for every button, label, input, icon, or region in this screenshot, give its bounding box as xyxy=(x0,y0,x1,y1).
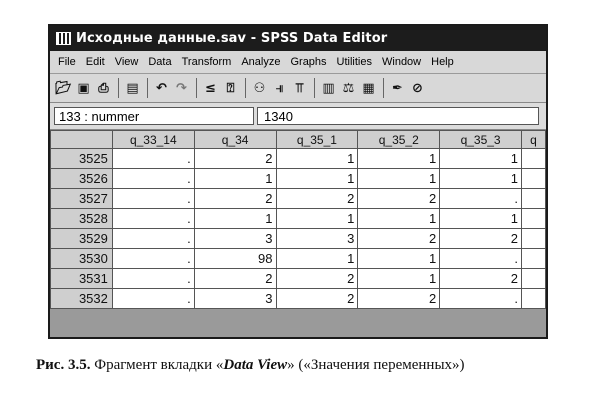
toolbar xyxy=(50,74,546,103)
data-cell[interactable]: 1 xyxy=(194,209,276,229)
row-header[interactable]: 3526 xyxy=(51,169,113,189)
data-cell[interactable]: 1 xyxy=(358,149,440,169)
title-bar xyxy=(50,26,546,51)
data-cell[interactable] xyxy=(522,249,546,269)
menu-analyze[interactable]: Analyze xyxy=(241,56,281,68)
toolbar-separator xyxy=(147,78,148,98)
spss-data-editor-window xyxy=(48,24,548,339)
data-cell[interactable]: 2 xyxy=(440,269,522,289)
open-icon[interactable]: 📂︎ xyxy=(55,80,72,96)
use-sets-icon[interactable]: ⊘ xyxy=(412,80,423,96)
undo-icon[interactable]: ↶ xyxy=(156,80,167,96)
menu-transform[interactable]: Transform xyxy=(181,56,232,68)
data-grid xyxy=(50,130,546,309)
row-header[interactable]: 3528 xyxy=(51,209,113,229)
caption-text-after: » («Значения переменных») xyxy=(287,357,465,373)
data-cell[interactable]: 2 xyxy=(276,289,358,309)
data-cell[interactable]: . xyxy=(440,289,522,309)
data-cell[interactable] xyxy=(522,289,546,309)
data-cell[interactable]: . xyxy=(112,249,194,269)
data-cell[interactable]: 1 xyxy=(194,169,276,189)
data-cell[interactable]: 2 xyxy=(358,229,440,249)
data-cell[interactable]: 2 xyxy=(358,189,440,209)
data-cell[interactable]: . xyxy=(112,269,194,289)
toolbar-separator xyxy=(383,78,384,98)
menu-view[interactable]: View xyxy=(114,56,139,68)
insert-case-icon[interactable]: ⫣ xyxy=(275,80,284,96)
data-cell[interactable]: 1 xyxy=(276,149,358,169)
data-cell[interactable]: 2 xyxy=(194,269,276,289)
data-cell[interactable]: 1 xyxy=(440,209,522,229)
insert-variable-icon[interactable]: ⫪ xyxy=(295,80,304,96)
menu-window[interactable]: Window xyxy=(382,56,422,68)
data-cell[interactable]: 3 xyxy=(194,289,276,309)
caption-text-before: Фрагмент вкладки « xyxy=(90,357,224,373)
menu-edit[interactable]: Edit xyxy=(85,56,105,68)
column-header[interactable]: q_33_14 xyxy=(112,131,194,149)
data-cell[interactable] xyxy=(522,209,546,229)
data-cell[interactable]: 1 xyxy=(276,209,358,229)
figure-label: Рис. 3.5. xyxy=(36,357,91,373)
data-cell[interactable]: 1 xyxy=(358,209,440,229)
data-cell[interactable]: . xyxy=(440,249,522,269)
data-cell[interactable] xyxy=(522,149,546,169)
row-header[interactable]: 3527 xyxy=(51,189,113,209)
data-cell[interactable] xyxy=(522,189,546,209)
table-row xyxy=(51,149,546,169)
column-header[interactable]: q_35_3 xyxy=(440,131,522,149)
select-cases-icon[interactable]: ▦ xyxy=(362,80,375,96)
cell-value-input[interactable]: 1340 xyxy=(257,107,539,125)
find-icon[interactable]: ⚇ xyxy=(253,80,266,96)
toolbar-separator xyxy=(314,78,315,98)
data-cell[interactable]: . xyxy=(112,209,194,229)
data-cell[interactable]: 2 xyxy=(358,289,440,309)
data-cell[interactable]: 1 xyxy=(358,169,440,189)
toolbar-separator xyxy=(196,78,197,98)
data-cell[interactable]: 2 xyxy=(440,229,522,249)
caption-italic: Data View xyxy=(223,357,288,373)
print-icon[interactable]: ⎙ xyxy=(98,80,109,96)
window-title: Исходные данные.sav - SPSS Data Editor xyxy=(76,31,388,46)
table-row xyxy=(51,209,546,229)
data-cell[interactable]: . xyxy=(112,169,194,189)
row-header[interactable]: 3529 xyxy=(51,229,113,249)
column-header[interactable]: q_35_2 xyxy=(358,131,440,149)
data-cell[interactable]: 2 xyxy=(276,189,358,209)
toolbar-separator xyxy=(245,78,246,98)
data-cell[interactable]: 2 xyxy=(276,269,358,289)
table-row xyxy=(51,169,546,189)
table-row xyxy=(51,269,546,289)
data-cell[interactable]: 98 xyxy=(194,249,276,269)
save-icon[interactable]: ▣ xyxy=(77,80,90,96)
data-cell[interactable]: . xyxy=(112,149,194,169)
data-cell[interactable]: 1 xyxy=(276,249,358,269)
row-header[interactable]: 3525 xyxy=(51,149,113,169)
column-header[interactable]: q_34 xyxy=(194,131,276,149)
row-header[interactable]: 3531 xyxy=(51,269,113,289)
data-cell[interactable]: 1 xyxy=(276,169,358,189)
corner-cell[interactable] xyxy=(51,131,113,149)
data-cell[interactable]: . xyxy=(440,189,522,209)
data-cell[interactable]: 1 xyxy=(358,249,440,269)
data-cell[interactable]: 2 xyxy=(194,189,276,209)
weight-cases-icon[interactable]: ⚖︎ xyxy=(342,80,355,96)
toolbar-separator xyxy=(118,78,119,98)
figure-caption xyxy=(36,357,465,374)
data-cell[interactable]: 1 xyxy=(440,149,522,169)
data-cell[interactable]: 2 xyxy=(194,149,276,169)
goto-case-icon[interactable]: ⍰ xyxy=(226,80,235,96)
split-file-icon[interactable]: ▥ xyxy=(322,80,335,96)
goto-chart-icon[interactable]: ≤ xyxy=(205,80,216,96)
column-header[interactable]: q_35_1 xyxy=(276,131,358,149)
data-cell[interactable]: 1 xyxy=(440,169,522,189)
data-cell[interactable] xyxy=(522,229,546,249)
data-cell[interactable]: 1 xyxy=(358,269,440,289)
cell-editor-bar xyxy=(50,103,546,130)
redo-icon[interactable]: ↷ xyxy=(176,80,187,96)
data-cell[interactable]: . xyxy=(112,229,194,249)
row-header[interactable]: 3530 xyxy=(51,249,113,269)
menu-data[interactable]: Data xyxy=(148,56,172,68)
menu-bar xyxy=(50,51,546,74)
data-cell[interactable]: 3 xyxy=(276,229,358,249)
table-row xyxy=(51,289,546,309)
data-cell[interactable] xyxy=(522,269,546,289)
column-header-row xyxy=(51,131,546,149)
menu-help[interactable]: Help xyxy=(431,56,454,68)
table-row xyxy=(51,249,546,269)
spss-app-icon xyxy=(56,32,71,45)
row-header[interactable]: 3532 xyxy=(51,289,113,309)
data-cell[interactable]: . xyxy=(112,189,194,209)
column-header[interactable]: q xyxy=(522,131,546,149)
data-cell[interactable] xyxy=(522,169,546,189)
menu-utilities[interactable]: Utilities xyxy=(336,56,372,68)
menu-graphs[interactable]: Graphs xyxy=(290,56,327,68)
table-row xyxy=(51,229,546,249)
menu-file[interactable]: File xyxy=(58,56,76,68)
data-cell[interactable]: 3 xyxy=(194,229,276,249)
dialog-recall-icon[interactable]: ▤ xyxy=(126,80,139,96)
value-labels-icon[interactable]: ✒︎ xyxy=(392,80,403,96)
data-cell[interactable]: . xyxy=(112,289,194,309)
table-row xyxy=(51,189,546,209)
cell-reference: 133 : nummer xyxy=(54,107,254,125)
